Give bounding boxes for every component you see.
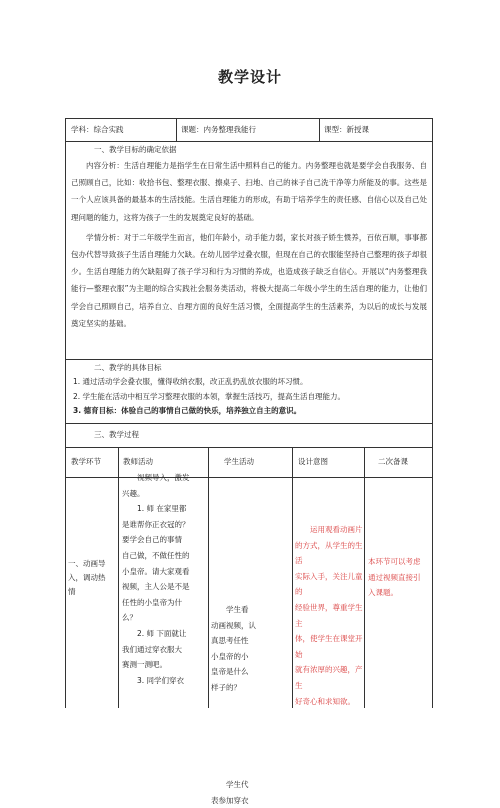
intent-line: 就有浓厚的兴趣，产生 — [295, 665, 363, 690]
column-header-teacher: 教师活动 — [123, 457, 153, 466]
student-line: 动画视频，认 — [211, 620, 256, 630]
design-intent-cell — [295, 522, 365, 709]
process-row-intro — [66, 473, 432, 805]
student-line: 学生代 — [226, 780, 249, 789]
teacher-line: 要学会自己的事情 — [122, 535, 182, 545]
topic-cell: 课题：内务整理我能行 — [181, 125, 256, 134]
goal-item-moral: 3. 德育目标：体验自己的事情自己做的快乐，培养独立自主的意识。 — [73, 406, 302, 415]
teacher-line: 视频导入，激发 — [137, 473, 190, 482]
objectives-basis-section — [66, 141, 432, 360]
teacher-line: 兴趣。 — [122, 488, 145, 498]
learner-analysis-paragraph: 学情分析：对于二年级学生而言，他们年龄小，动手能力弱，家长对孩子娇生惯养，百依百顺，事事都包办代替导致孩子生活自理能力欠缺。在幼儿园学过叠衣服，但现在自己的衣服能坚持自己整理的孩子却很少。生活自理能力的欠缺阻碍了孩子学习和行为习惯的养成，也造成孩子缺乏自信心。开展以“内务整理我能行—整理衣服”为主题的综合实践社会服务类活动，将极大提高二年级小学生的生活自理的能力，让他们学会自己照顾自己，培养自立、自理方面的良好生活习惯，全面提高学生的生活素养，为以后的成长与发展奠定坚实的基础。 — [71, 232, 427, 328]
section1-heading: 一、教学目标的确定依据 — [94, 145, 177, 154]
teacher-line: 1. 师 在家里都 — [137, 504, 187, 514]
teacher-line: 小皇帝。请大家观看 — [122, 566, 190, 576]
student-line: 皇帝是什么 — [211, 667, 249, 677]
specific-objectives-section — [66, 359, 432, 424]
goal-item: 1. 通过活动学会叠衣服，懂得收纳衣服，改正乱扔乱放衣服的坏习惯。 — [73, 377, 308, 386]
intent-line: 经验世界，尊重学生主 — [295, 602, 363, 628]
subject-cell: 学科：综合实践 — [71, 125, 124, 134]
intent-line: 运用观看动画片 — [310, 525, 363, 534]
student-activity-cell — [211, 602, 291, 696]
column-header-stage: 教学环节 — [71, 457, 101, 466]
content-analysis-paragraph: 内容分析：生活自理能力是指学生在日常生活中照料自己的能力。内务整理也就是要学会自我服务、自己照顾自己，比如：收拾书包、整理衣服、擦桌子、扫地、自己的袜子自己洗干净等力所能及的事。这些是一个人应该具备的最基本的生活技能。生活自理能力的形成，有助于培养学生的责任感、自信心以及自己处理问题的能力，这将为孩子一生的发展奠定良好的基础。 — [71, 161, 427, 222]
info-row — [66, 119, 432, 142]
document-title: 教学设计 — [217, 68, 282, 86]
section3-heading: 三、教学过程 — [94, 430, 139, 439]
teacher-line: 我们通过穿衣服大 — [122, 644, 182, 654]
intent-line: 好奇心和求知欲。 — [295, 696, 355, 706]
note-line: 本环节可以考虑 — [368, 557, 421, 566]
student-line: 样子的？ — [211, 682, 241, 692]
student-line: 表参加穿衣 — [211, 795, 249, 805]
column-header-revision: 二次备课 — [378, 457, 408, 466]
goal-item: 2. 学生能在活动中相互学习整理衣服的本领，掌握生活技巧，提高生活自理能力。 — [73, 391, 346, 401]
teacher-line: 2. 师 下面就让 — [137, 628, 187, 638]
stage-line: 一、动画导 — [68, 559, 106, 568]
teacher-line: 自己做，不做任性的 — [122, 550, 190, 560]
intent-line: 体，使学生在课堂开始 — [295, 634, 363, 659]
stage-cell — [68, 557, 118, 599]
note-line: 入课题。 — [368, 588, 398, 598]
teacher-line: 视频，主人公是不是 — [122, 582, 190, 592]
intent-line: 实际入手，关注儿童的 — [295, 571, 363, 597]
lesson-type-cell: 课型：新授课 — [324, 125, 369, 134]
intent-line: 的方式，从学生的生活 — [295, 540, 363, 566]
teacher-line: 是谁帮你正衣冠的？ — [122, 519, 190, 529]
teacher-activity-cell — [122, 470, 208, 688]
revision-note-cell — [368, 554, 430, 601]
note-line: 通过视频直接引 — [368, 572, 421, 582]
lesson-plan-table — [65, 118, 433, 805]
section2-heading: 二、教学的具体目标 — [94, 363, 162, 372]
process-heading-row — [66, 423, 432, 448]
stage-line: 情 — [68, 587, 76, 596]
column-header-student: 学生活动 — [224, 457, 254, 466]
student-line: 小皇帝的小 — [211, 651, 249, 661]
student-line: 学生看 — [226, 605, 249, 614]
stage-line: 入，调动热 — [68, 573, 106, 582]
teacher-line: 么？ — [122, 613, 137, 623]
student-activity-cell-2 — [211, 777, 291, 808]
process-column-header-row — [66, 447, 432, 478]
teacher-line: 3. 同学们穿衣 — [137, 675, 185, 685]
teacher-line: 任性的小皇帝为什 — [122, 597, 182, 607]
teacher-line: 赛测一测吧。 — [122, 660, 167, 670]
column-header-intent: 设计意图 — [298, 457, 328, 466]
student-line: 真思考任性 — [211, 636, 249, 646]
